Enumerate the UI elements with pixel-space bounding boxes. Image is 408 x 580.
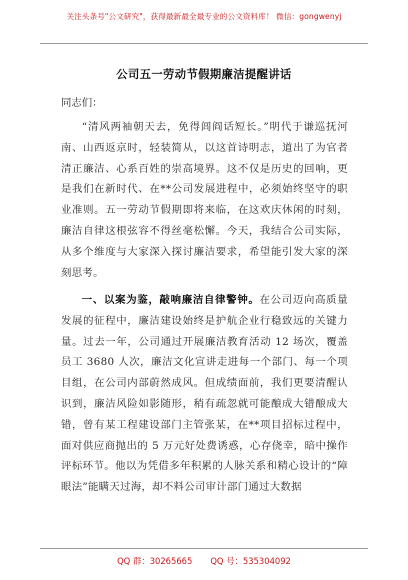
section-1-paragraph — [61, 290, 348, 498]
header-banner: 关注头条号"公文研究"，获得最新最全最专业的公文资料库！ 微信：gongwenyj — [66, 12, 342, 21]
footer-qq-group: QQ 群：30265665 — [117, 556, 193, 566]
section-1-heading: 一、以案为鉴，敲响廉洁自律警钟。 — [81, 294, 260, 306]
footer — [0, 552, 408, 576]
body-paragraph-1 — [61, 117, 348, 283]
paragraph-text: “清风两袖朝天去，免得闾阎话短长。”明代于谦巡抚河南、山西返京时，轻装简从，以这首诗明志，道出了为官者清正廉洁、心系百姓的崇高境界。这不仅是历史的回响，更是我们在新时代、在**公司发展进程中，必须始终坚守的职业准则。五一劳动节假期即将来临，在这欢庆休闲的时刻，廉洁自律这根弦容不得丝毫松懈。今天，我结合公司实际，从多个维度与大家深入探讨廉洁要求，希望能引发大家的深刻思考。 — [61, 121, 348, 279]
document-title: 公司五一劳动节假期廉洁提醒讲话 — [116, 68, 292, 81]
header-divider — [40, 43, 368, 44]
footer-qq-number: QQ 号：535304092 — [210, 556, 291, 566]
section-1-text: 在公司迈向高质量发展的征程中，廉洁建设始终是护航企业行稳致远的关键力量。过去一年，公司通过开展廉洁教育活动 12 场次，覆盖员工 3680 人次，廉洁文化宣讲走进每一个部门、每一个项目组，在公司内部蔚然成风。但成绩面前，我们更要清醒认识到，廉洁风险如影随形，稍有疏忽就可能酿成大错酿成大错，曾有某工程建设部门主管张某，在**项目招标过程中，面对供应商抛出的 5 万元好处费诱惑，心存侥幸，暗中操作评标环节。他以为凭借多年积累的人脉关系和精心设计的“障眼法”能瞒天过海，却不料公司审计部门通过大数据 — [61, 294, 348, 494]
body-section-1 — [61, 290, 348, 498]
footer-divider — [40, 548, 368, 549]
salutation: 同志们： — [61, 97, 103, 109]
